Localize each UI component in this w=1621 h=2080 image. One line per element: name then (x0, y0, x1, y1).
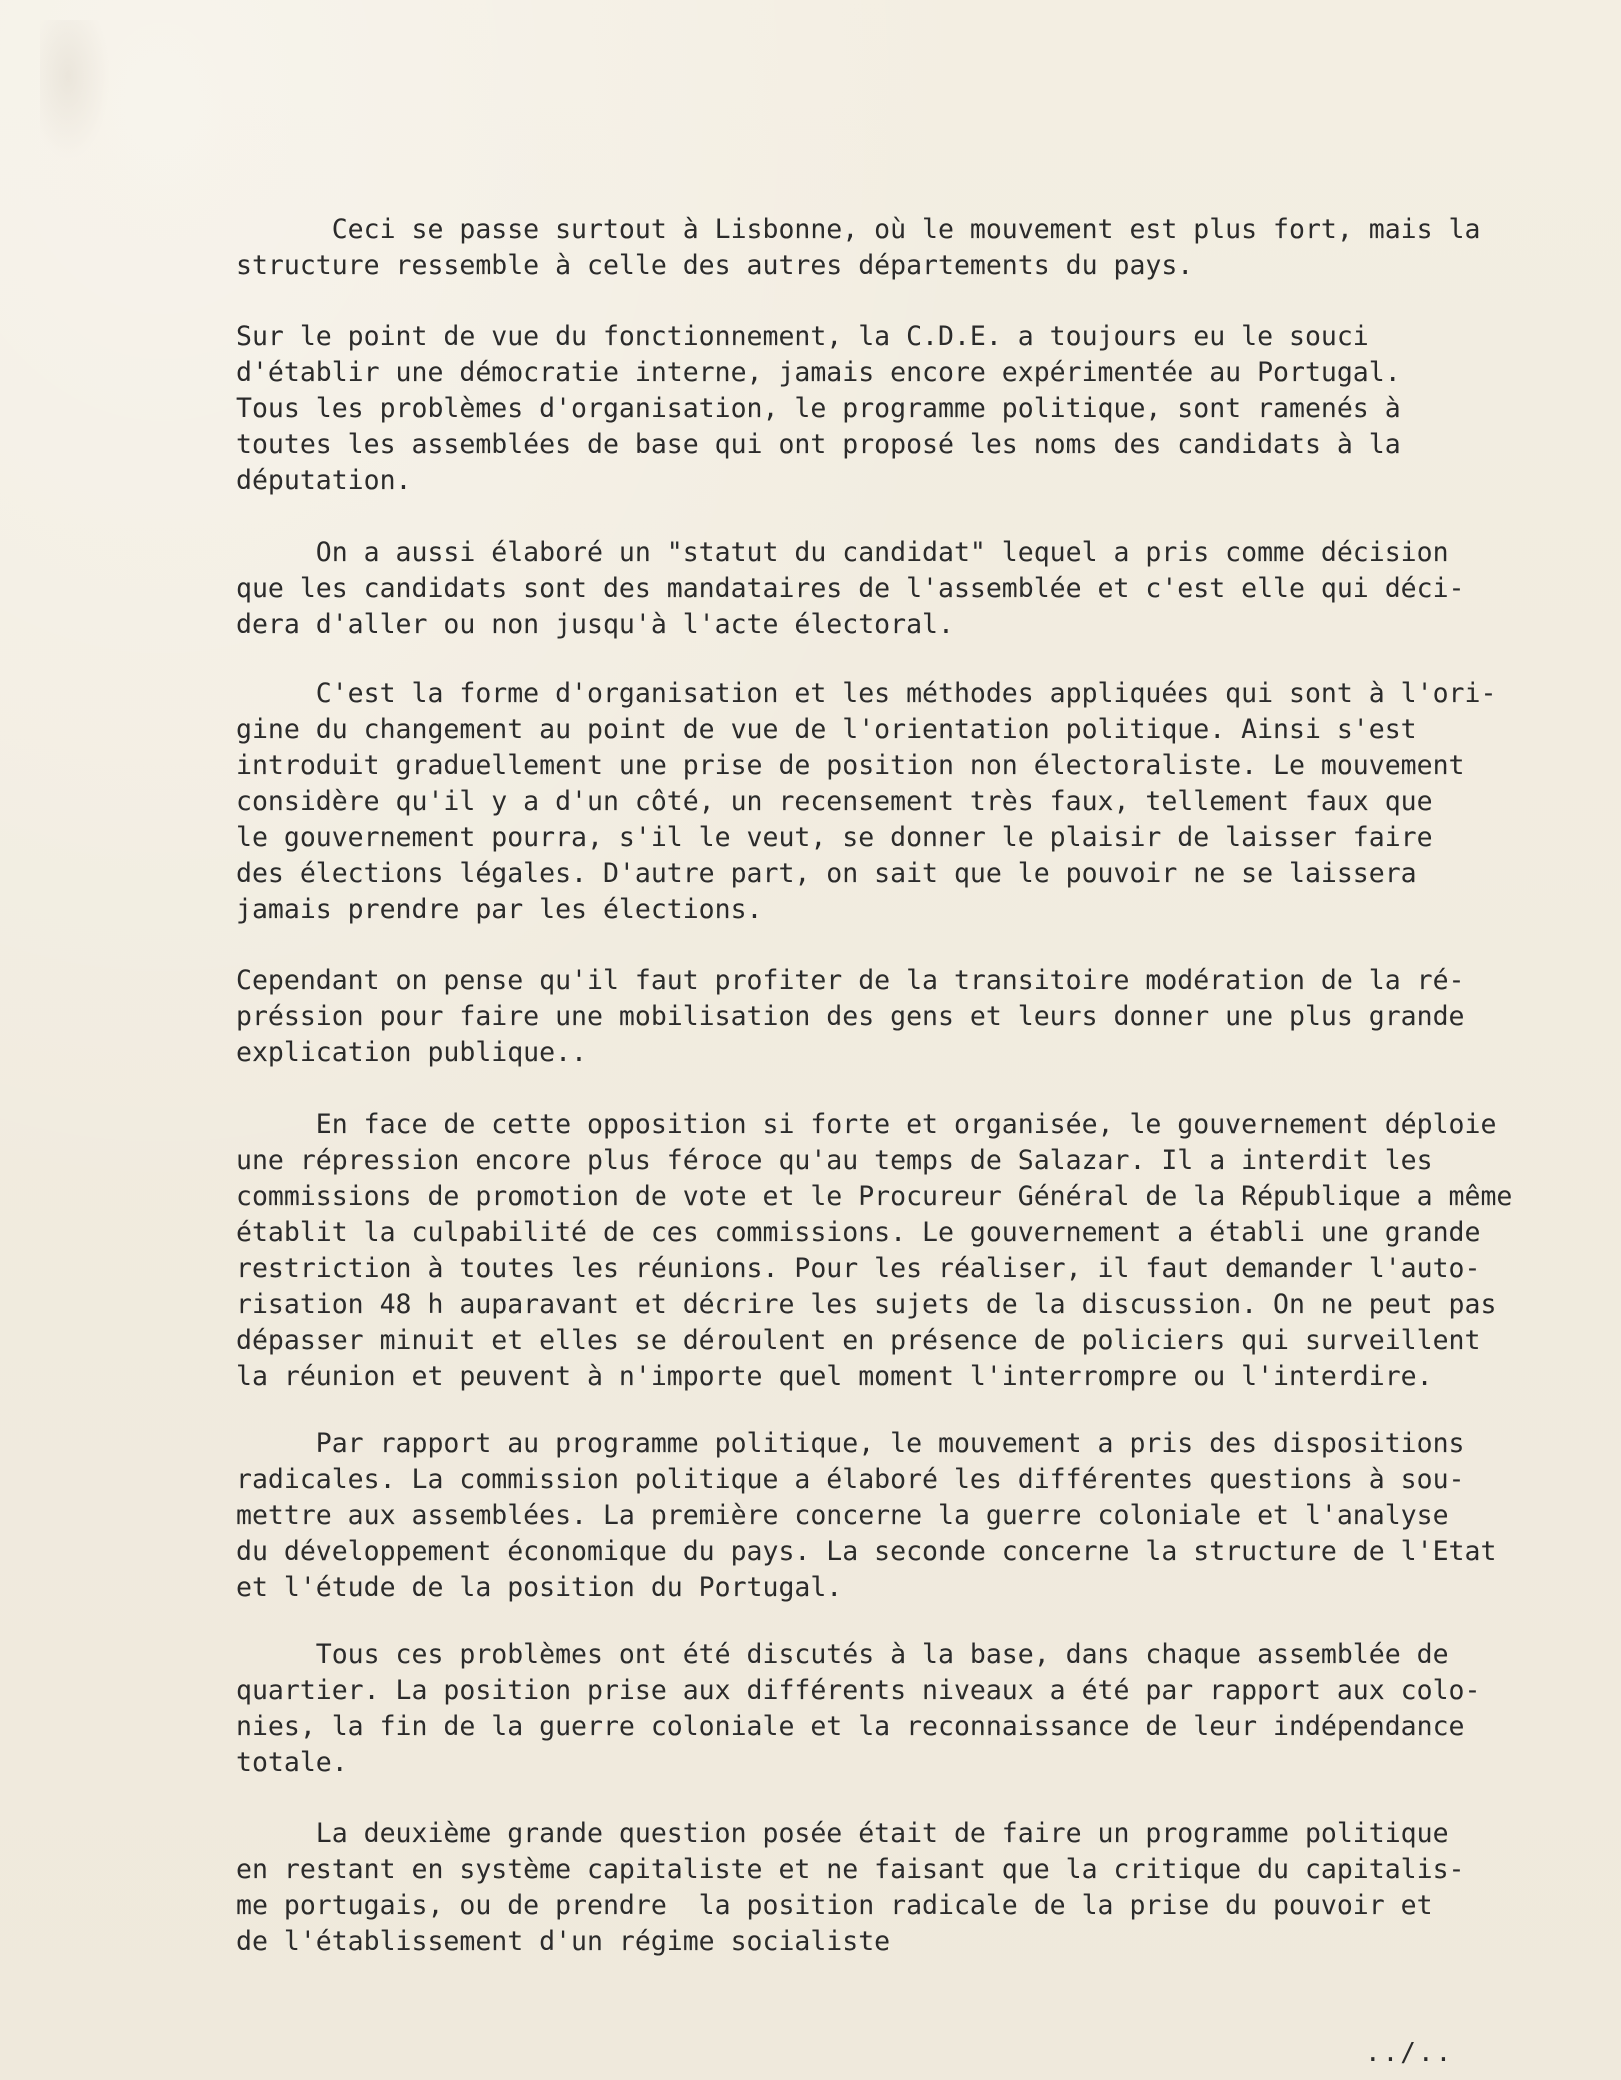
page-continuation-mark: ../.. (1365, 2038, 1454, 2068)
paragraph-programme-politique: Par rapport au programme politique, le mouvement a pris des dispositions radicales. La commission politique a élaboré les différentes questions à sou- mettre aux assemblées. La première concerne la guerre coloniale et l'analyse du développement économique du pays. La seconde concerne la structure de l'Etat et l'étude de la position du Portugal. (236, 1428, 1497, 1603)
paragraph-repression: En face de cette opposition si forte et organisée, le gouvernement déploie une répression encore plus féroce qu'au temps de Salazar. Il a interdit les commissions de promotion de vote et le Procureur Général de la République a même établit la culpabilité de ces commissions. Le gouvernement a établi une grande restriction à toutes les réunions. Pour les réaliser, il faut demander l'auto- risation 48 h auparavant et décrire les sujets de la discussion. On ne peut pas dépasser minuit et elles se déroulent en présence de policiers qui surveillent la réunion et peuvent à n'importe quel moment l'interrompre ou l'interdire. (236, 1109, 1513, 1392)
paragraph-lisbonne: Ceci se passe surtout à Lisbonne, où le mouvement est plus fort, mais la structure ressemble à celle des autres départements du pays. (236, 214, 1481, 281)
paragraph-regime-socialiste: La deuxième grande question posée était de faire un programme politique en restant en système capitaliste et ne faisant que la critique du capitalis- me portugais, ou de prendre la position radicale de la prise du pouvoir et de l'établissement d'un régime socialiste (236, 1818, 1465, 1957)
paragraph-fonctionnement: Sur le point de vue du fonctionnement, la C.D.E. a toujours eu le souci d'établir une démocratie interne, jamais encore expérimentée au Portugal. Tous les problèmes d'organisation, le programme politique, sont ramenés à toutes les assemblées de base qui ont proposé les noms des candidats à la députation. (236, 321, 1401, 496)
paragraph-statut-candidat: On a aussi élaboré un "statut du candidat" lequel a pris comme décision que les candidats sont des mandataires de l'assemblée et c'est elle qui déci- dera d'aller ou non jusqu'à l'acte électoral. (236, 537, 1465, 640)
paper-crease (40, 20, 110, 160)
paragraph-colonies: Tous ces problèmes ont été discutés à la base, dans chaque assemblée de quartier. La position prise aux différents niveaux a été par rapport aux colo- nies, la fin de la guerre coloniale et la reconnaissance de leur indépendance totale. (236, 1639, 1481, 1778)
paragraph-organisation: C'est la forme d'organisation et les méthodes appliquées qui sont à l'ori- gine du changement au point de vue de l'orientation politique. Ainsi s'est introduit graduellement une prise de position non électoraliste. Le mouvement considère qu'il y a d'un côté, un recensement très faux, tellement faux que le gouvernement pourra, s'il le veut, se donner le plaisir de laisser faire des élections légales. D'autre part, on sait que le pouvoir ne se laissera jamais prendre par les élections. (236, 678, 1497, 925)
paragraph-mobilisation: Cependant on pense qu'il faut profiter de la transitoire modération de la ré- préssion pour faire une mobilisation des gens et leurs donner une plus grande explication publique.. (236, 965, 1465, 1068)
